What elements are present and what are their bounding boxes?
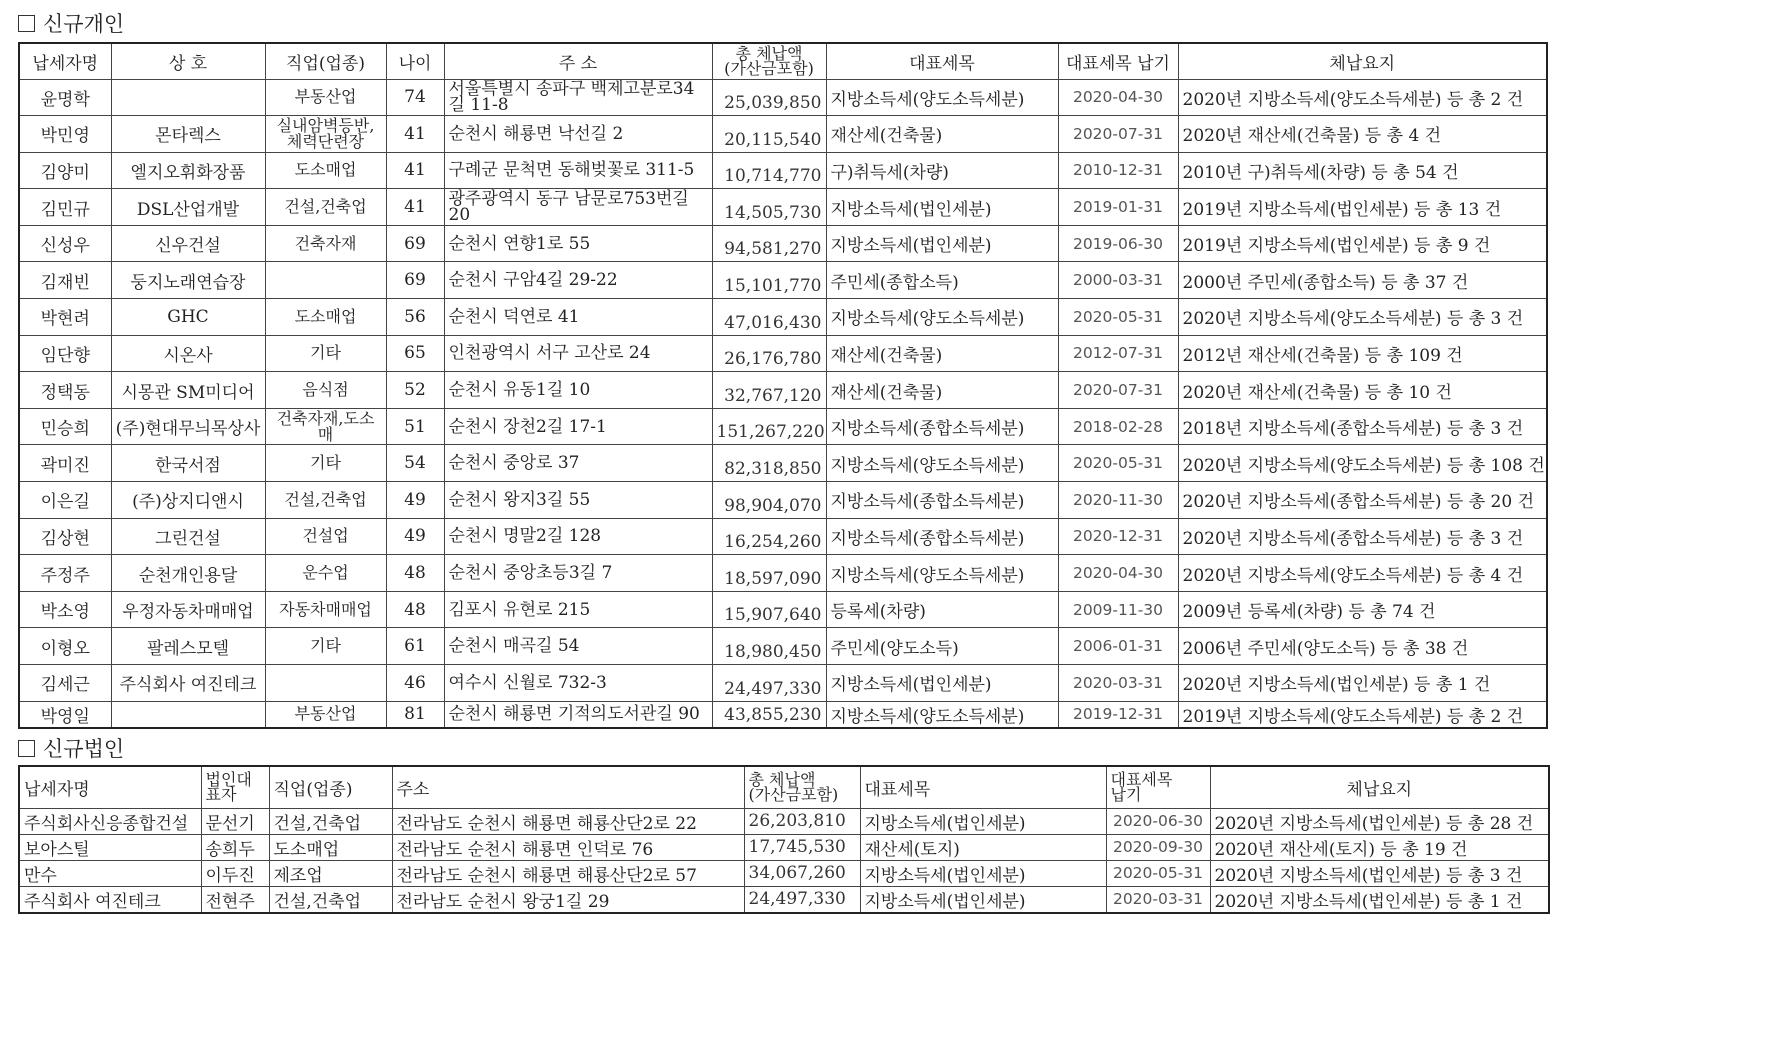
table-row (19, 834, 1549, 860)
business-name-cell: (주)현대무늬목상사 (111, 408, 265, 445)
arrears-summary-cell: 2020년 지방소득세(양도소득세분) 등 총 3 건 (1178, 299, 1547, 336)
table-row (19, 116, 1547, 153)
header-business-name: 상 호 (111, 43, 265, 79)
total-arrears-cell: 20,115,540 (712, 116, 826, 153)
age-cell: 74 (386, 79, 444, 116)
table-row (19, 628, 1547, 665)
main-tax-due-cell: 2020-07-31 (1058, 372, 1178, 409)
main-tax-cell: 지방소득세(법인세분) (860, 808, 1106, 834)
main-tax-due-cell: 2020-05-31 (1106, 860, 1210, 886)
header-main-tax: 대표세목 (860, 766, 1106, 808)
header-total-arrears: 총 체납액 (가산금포함) (744, 766, 860, 808)
checkbox-icon (18, 15, 35, 32)
age-cell: 56 (386, 299, 444, 336)
occupation-cell: 부동산업 (265, 701, 386, 728)
business-name-cell: 몬타렉스 (111, 116, 265, 153)
representative-cell: 문선기 (201, 808, 269, 834)
arrears-summary-cell: 2020년 재산세(건축물) 등 총 10 건 (1178, 372, 1547, 409)
header-arrears-summary: 체납요지 (1178, 43, 1547, 79)
business-name-cell: DSL산업개발 (111, 189, 265, 226)
address-cell: 순천시 유동1길 10 (444, 372, 712, 409)
table-row (19, 591, 1547, 628)
total-arrears-cell: 25,039,850 (712, 79, 826, 116)
business-name-cell: GHC (111, 299, 265, 336)
taxpayer-name-cell: 곽미진 (19, 445, 111, 482)
occupation-cell: 건설,건축업 (265, 482, 386, 519)
table-row (19, 189, 1547, 226)
header-main-tax-due: 대표세목 납기 (1106, 766, 1210, 808)
address-cell: 순천시 해룡면 기적의도서관길 90 (444, 701, 712, 728)
main-tax-due-cell: 2020-06-30 (1106, 808, 1210, 834)
header-taxpayer-name: 납세자명 (19, 43, 111, 79)
age-cell: 54 (386, 445, 444, 482)
header-occupation: 직업(업종) (269, 766, 392, 808)
taxpayer-name-cell: 박소영 (19, 591, 111, 628)
main-tax-cell: 지방소득세(법인세분) (860, 860, 1106, 886)
main-tax-due-cell: 2020-04-30 (1058, 79, 1178, 116)
total-arrears-cell: 18,980,450 (712, 628, 826, 665)
business-name-cell: 한국서점 (111, 445, 265, 482)
main-tax-cell: 재산세(건축물) (826, 335, 1058, 372)
business-name-cell: 시온사 (111, 335, 265, 372)
occupation-cell: 제조업 (269, 860, 392, 886)
main-tax-cell: 지방소득세(법인세분) (826, 189, 1058, 226)
address-cell: 순천시 장천2길 17-1 (444, 408, 712, 445)
main-tax-cell: 지방소득세(법인세분) (860, 886, 1106, 913)
age-cell: 49 (386, 482, 444, 519)
arrears-summary-cell: 2020년 지방소득세(법인세분) 등 총 1 건 (1178, 665, 1547, 702)
table-row (19, 152, 1547, 189)
occupation-cell: 기타 (265, 628, 386, 665)
age-cell: 49 (386, 518, 444, 555)
main-tax-due-cell: 2020-07-31 (1058, 116, 1178, 153)
table-row (19, 262, 1547, 299)
address-cell: 순천시 중앙초등3길 7 (444, 555, 712, 592)
business-name-cell (111, 79, 265, 116)
total-arrears-cell: 82,318,850 (712, 445, 826, 482)
main-tax-cell: 주민세(양도소득) (826, 628, 1058, 665)
total-arrears-cell: 15,101,770 (712, 262, 826, 299)
total-arrears-cell: 16,254,260 (712, 518, 826, 555)
individual-delinquent-table (18, 42, 1548, 729)
main-tax-due-cell: 2019-12-31 (1058, 701, 1178, 728)
total-arrears-cell: 94,581,270 (712, 225, 826, 262)
arrears-summary-cell: 2010년 구)취득세(차량) 등 총 54 건 (1178, 152, 1547, 189)
occupation-cell: 건설업 (265, 518, 386, 555)
occupation-cell: 자동차매매업 (265, 591, 386, 628)
occupation-cell: 건설,건축업 (269, 886, 392, 913)
occupation-cell: 건설,건축업 (269, 808, 392, 834)
total-arrears-cell: 14,505,730 (712, 189, 826, 226)
header-arrears-summary: 체납요지 (1210, 766, 1549, 808)
corporate-section-title (18, 733, 124, 763)
arrears-summary-cell: 2020년 지방소득세(법인세분) 등 총 3 건 (1210, 860, 1549, 886)
main-tax-due-cell: 2000-03-31 (1058, 262, 1178, 299)
table-row (19, 808, 1549, 834)
total-arrears-cell: 98,904,070 (712, 482, 826, 519)
taxpayer-name-cell: 만수 (19, 860, 201, 886)
individual-header-row (19, 43, 1547, 79)
taxpayer-name-cell: 주식회사신응종합건설 (19, 808, 201, 834)
taxpayer-name-cell: 김상현 (19, 518, 111, 555)
main-tax-due-cell: 2020-12-31 (1058, 518, 1178, 555)
total-arrears-cell: 34,067,260 (744, 860, 860, 886)
arrears-summary-cell: 2019년 지방소득세(법인세분) 등 총 9 건 (1178, 225, 1547, 262)
table-row (19, 445, 1547, 482)
main-tax-due-cell: 2012-07-31 (1058, 335, 1178, 372)
table-row (19, 408, 1547, 445)
arrears-summary-cell: 2020년 지방소득세(법인세분) 등 총 28 건 (1210, 808, 1549, 834)
main-tax-due-cell: 2006-01-31 (1058, 628, 1178, 665)
business-name-cell: 둥지노래연습장 (111, 262, 265, 299)
occupation-cell: 기타 (265, 445, 386, 482)
arrears-summary-cell: 2020년 지방소득세(종합소득세분) 등 총 3 건 (1178, 518, 1547, 555)
main-tax-cell: 구)취득세(차량) (826, 152, 1058, 189)
taxpayer-name-cell: 정택동 (19, 372, 111, 409)
arrears-summary-cell: 2006년 주민세(양도소득) 등 총 38 건 (1178, 628, 1547, 665)
age-cell: 41 (386, 116, 444, 153)
main-tax-due-cell: 2019-06-30 (1058, 225, 1178, 262)
header-main-tax-due: 대표세목 납기 (1058, 43, 1178, 79)
occupation-cell: 건설,건축업 (265, 189, 386, 226)
business-name-cell: 엘지오휘화장품 (111, 152, 265, 189)
taxpayer-name-cell: 박영일 (19, 701, 111, 728)
arrears-summary-cell: 2019년 지방소득세(양도소득세분) 등 총 2 건 (1178, 701, 1547, 728)
age-cell: 51 (386, 408, 444, 445)
business-name-cell (111, 701, 265, 728)
address-cell: 순천시 해룡면 낙선길 2 (444, 116, 712, 153)
taxpayer-name-cell: 김세근 (19, 665, 111, 702)
main-tax-due-cell: 2019-01-31 (1058, 189, 1178, 226)
corporate-header-row (19, 766, 1549, 808)
main-tax-cell: 주민세(종합소득) (826, 262, 1058, 299)
taxpayer-name-cell: 박민영 (19, 116, 111, 153)
address-cell: 순천시 매곡길 54 (444, 628, 712, 665)
taxpayer-name-cell: 김재빈 (19, 262, 111, 299)
main-tax-cell: 지방소득세(양도소득세분) (826, 79, 1058, 116)
age-cell: 41 (386, 152, 444, 189)
main-tax-cell: 지방소득세(종합소득세분) (826, 518, 1058, 555)
main-tax-cell: 재산세(건축물) (826, 372, 1058, 409)
corporate-title-text: 신규법인 (43, 737, 125, 761)
arrears-summary-cell: 2020년 재산세(건축물) 등 총 4 건 (1178, 116, 1547, 153)
total-arrears-cell: 15,907,640 (712, 591, 826, 628)
table-row (19, 518, 1547, 555)
total-arrears-cell: 26,176,780 (712, 335, 826, 372)
main-tax-due-cell: 2020-03-31 (1106, 886, 1210, 913)
arrears-summary-cell: 2019년 지방소득세(법인세분) 등 총 13 건 (1178, 189, 1547, 226)
age-cell: 48 (386, 555, 444, 592)
total-arrears-cell: 17,745,530 (744, 834, 860, 860)
table-row (19, 701, 1547, 728)
occupation-cell: 도소매업 (265, 299, 386, 336)
occupation-cell: 실내암벽등반,체력단련장 (265, 116, 386, 153)
business-name-cell: 시몽관 SM미디어 (111, 372, 265, 409)
taxpayer-name-cell: 민승희 (19, 408, 111, 445)
age-cell: 48 (386, 591, 444, 628)
header-main-tax: 대표세목 (826, 43, 1058, 79)
age-cell: 41 (386, 189, 444, 226)
taxpayer-name-cell: 보아스틸 (19, 834, 201, 860)
main-tax-cell: 재산세(토지) (860, 834, 1106, 860)
arrears-summary-cell: 2020년 지방소득세(양도소득세분) 등 총 108 건 (1178, 445, 1547, 482)
table-row (19, 555, 1547, 592)
arrears-summary-cell: 2020년 지방소득세(종합소득세분) 등 총 20 건 (1178, 482, 1547, 519)
table-row (19, 860, 1549, 886)
occupation-cell: 기타 (265, 335, 386, 372)
total-arrears-cell: 18,597,090 (712, 555, 826, 592)
arrears-summary-cell: 2020년 지방소득세(양도소득세분) 등 총 4 건 (1178, 555, 1547, 592)
arrears-summary-cell: 2020년 지방소득세(법인세분) 등 총 1 건 (1210, 886, 1549, 913)
main-tax-due-cell: 2010-12-31 (1058, 152, 1178, 189)
address-cell: 순천시 덕연로 41 (444, 299, 712, 336)
table-row (19, 482, 1547, 519)
age-cell: 46 (386, 665, 444, 702)
main-tax-cell: 등록세(차량) (826, 591, 1058, 628)
header-taxpayer-name: 납세자명 (19, 766, 201, 808)
main-tax-cell: 지방소득세(양도소득세분) (826, 299, 1058, 336)
age-cell: 65 (386, 335, 444, 372)
arrears-summary-cell: 2020년 재산세(토지) 등 총 19 건 (1210, 834, 1549, 860)
main-tax-due-cell: 2020-05-31 (1058, 299, 1178, 336)
taxpayer-name-cell: 윤명학 (19, 79, 111, 116)
age-cell: 69 (386, 225, 444, 262)
taxpayer-name-cell: 이은길 (19, 482, 111, 519)
address-cell: 전라남도 순천시 왕궁1길 29 (392, 886, 744, 913)
main-tax-due-cell: 2020-04-30 (1058, 555, 1178, 592)
taxpayer-name-cell: 이형오 (19, 628, 111, 665)
total-arrears-cell: 24,497,330 (712, 665, 826, 702)
main-tax-due-cell: 2020-09-30 (1106, 834, 1210, 860)
business-name-cell: 팔레스모텔 (111, 628, 265, 665)
age-cell: 52 (386, 372, 444, 409)
business-name-cell: 신우건설 (111, 225, 265, 262)
taxpayer-name-cell: 김민규 (19, 189, 111, 226)
table-row (19, 299, 1547, 336)
taxpayer-name-cell: 주식회사 여진테크 (19, 886, 201, 913)
arrears-summary-cell: 2009년 등록세(차량) 등 총 74 건 (1178, 591, 1547, 628)
total-arrears-cell: 10,714,770 (712, 152, 826, 189)
header-age: 나이 (386, 43, 444, 79)
arrears-summary-cell: 2018년 지방소득세(종합소득세분) 등 총 3 건 (1178, 408, 1547, 445)
occupation-cell: 음식점 (265, 372, 386, 409)
address-cell: 구례군 문척면 동해벚꽃로 311-5 (444, 152, 712, 189)
main-tax-cell: 지방소득세(법인세분) (826, 225, 1058, 262)
occupation-cell: 건축자재,도소매 (265, 408, 386, 445)
checkbox-icon (18, 740, 35, 757)
occupation-cell: 도소매업 (265, 152, 386, 189)
header-corporate-representative: 법인대 표자 (201, 766, 269, 808)
header-total-arrears: 총 체납액 (가산금포함) (712, 43, 826, 79)
main-tax-cell: 지방소득세(양도소득세분) (826, 701, 1058, 728)
address-cell: 광주광역시 동구 남문로753번길 20 (444, 189, 712, 226)
occupation-cell: 운수업 (265, 555, 386, 592)
address-cell: 순천시 명말2길 128 (444, 518, 712, 555)
business-name-cell: 순천개인용달 (111, 555, 265, 592)
main-tax-due-cell: 2018-02-28 (1058, 408, 1178, 445)
arrears-summary-cell: 2000년 주민세(종합소득) 등 총 37 건 (1178, 262, 1547, 299)
main-tax-cell: 지방소득세(법인세분) (826, 665, 1058, 702)
taxpayer-name-cell: 신성우 (19, 225, 111, 262)
main-tax-cell: 지방소득세(종합소득세분) (826, 482, 1058, 519)
table-row (19, 335, 1547, 372)
table-row (19, 225, 1547, 262)
age-cell: 69 (386, 262, 444, 299)
address-cell: 전라남도 순천시 해룡면 인덕로 76 (392, 834, 744, 860)
occupation-cell: 도소매업 (269, 834, 392, 860)
business-name-cell: 그린건설 (111, 518, 265, 555)
main-tax-due-cell: 2020-05-31 (1058, 445, 1178, 482)
corporate-delinquent-table (18, 765, 1550, 914)
main-tax-cell: 재산세(건축물) (826, 116, 1058, 153)
address-cell: 순천시 구암4길 29-22 (444, 262, 712, 299)
table-row (19, 886, 1549, 913)
table-row (19, 665, 1547, 702)
header-address: 주소 (392, 766, 744, 808)
main-tax-cell: 지방소득세(양도소득세분) (826, 555, 1058, 592)
arrears-summary-cell: 2012년 재산세(건축물) 등 총 109 건 (1178, 335, 1547, 372)
taxpayer-name-cell: 주정주 (19, 555, 111, 592)
address-cell: 서울특별시 송파구 백제고분로34길 11-8 (444, 79, 712, 116)
main-tax-cell: 지방소득세(종합소득세분) (826, 408, 1058, 445)
business-name-cell: (주)상지디앤시 (111, 482, 265, 519)
address-cell: 순천시 연향1로 55 (444, 225, 712, 262)
total-arrears-cell: 43,855,230 (712, 701, 826, 728)
address-cell: 인천광역시 서구 고산로 24 (444, 335, 712, 372)
address-cell: 김포시 유현로 215 (444, 591, 712, 628)
address-cell: 순천시 왕지3길 55 (444, 482, 712, 519)
arrears-summary-cell: 2020년 지방소득세(양도소득세분) 등 총 2 건 (1178, 79, 1547, 116)
business-name-cell: 우정자동차매매업 (111, 591, 265, 628)
occupation-cell: 부동산업 (265, 79, 386, 116)
occupation-cell: 건축자재 (265, 225, 386, 262)
individual-title-text: 신규개인 (43, 12, 125, 36)
total-arrears-cell: 47,016,430 (712, 299, 826, 336)
occupation-cell (265, 262, 386, 299)
table-row (19, 372, 1547, 409)
total-arrears-cell: 24,497,330 (744, 886, 860, 913)
age-cell: 81 (386, 701, 444, 728)
address-cell: 순천시 중앙로 37 (444, 445, 712, 482)
total-arrears-cell: 26,203,810 (744, 808, 860, 834)
representative-cell: 이두진 (201, 860, 269, 886)
address-cell: 여수시 신월로 732-3 (444, 665, 712, 702)
occupation-cell (265, 665, 386, 702)
total-arrears-cell: 32,767,120 (712, 372, 826, 409)
total-arrears-cell: 151,267,220 (712, 408, 826, 445)
table-row (19, 79, 1547, 116)
taxpayer-name-cell: 박현려 (19, 299, 111, 336)
representative-cell: 전현주 (201, 886, 269, 913)
business-name-cell: 주식회사 여진테크 (111, 665, 265, 702)
address-cell: 전라남도 순천시 해룡면 해룡산단2로 57 (392, 860, 744, 886)
age-cell: 61 (386, 628, 444, 665)
header-occupation: 직업(업종) (265, 43, 386, 79)
main-tax-due-cell: 2020-03-31 (1058, 665, 1178, 702)
main-tax-cell: 지방소득세(양도소득세분) (826, 445, 1058, 482)
main-tax-due-cell: 2020-11-30 (1058, 482, 1178, 519)
header-address: 주 소 (444, 43, 712, 79)
taxpayer-name-cell: 김양미 (19, 152, 111, 189)
representative-cell: 송희두 (201, 834, 269, 860)
individual-section-title (18, 8, 124, 38)
address-cell: 전라남도 순천시 해룡면 해룡산단2로 22 (392, 808, 744, 834)
main-tax-due-cell: 2009-11-30 (1058, 591, 1178, 628)
taxpayer-name-cell: 임단향 (19, 335, 111, 372)
